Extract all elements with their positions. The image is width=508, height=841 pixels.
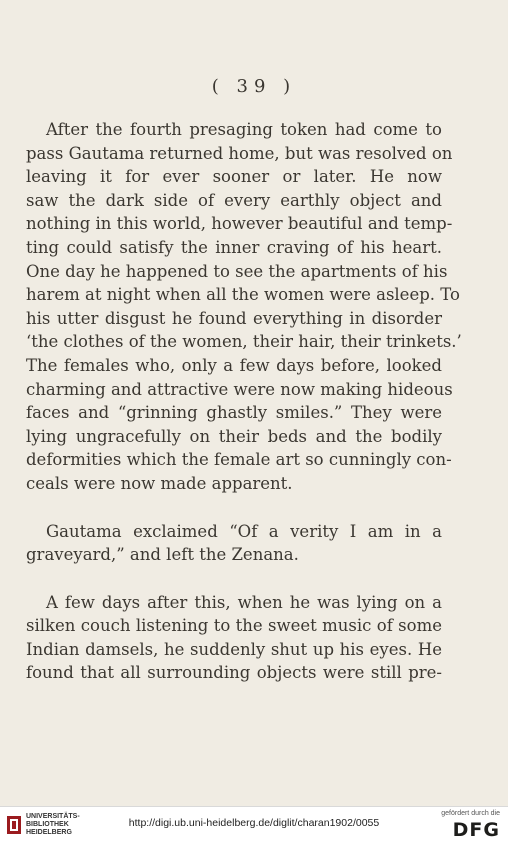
text-line: lying ungracefully on their beds and the bodily [26,426,442,446]
paragraph-1 [26,118,462,496]
text-line: harem at night when all the women were asleep. To [26,285,460,305]
dfg-logo: DFG [452,819,500,841]
text-line: his utter disgust he found everything in disorder [26,308,442,328]
funded-by-label: gefördert durch die [441,810,500,817]
text-line: silken couch listening to the sweet music of some [26,616,442,636]
text-line: charming and attractive were now making hideous [26,379,453,399]
text-line: Indian damsels, he suddenly shut up his eyes. He [26,639,442,659]
text-line: ting could satisfy the inner craving of his heart. [26,237,442,257]
text-line: Gautama exclaimed “Of a verity I am in a [46,521,442,541]
body-text [26,118,462,685]
text-line: deformities which the female art so cunningly con- [26,450,452,470]
paragraph-2 [26,520,442,567]
text-line: One day he happened to see the apartments of his [26,261,448,281]
paragraph-3 [26,591,442,685]
text-line: graveyard,” and left the Zenana. [26,545,299,565]
text-line: ‘the clothes of the women, their hair, their trinkets.’ [26,332,462,352]
text-line: The females who, only a few days before, looked [26,355,442,375]
text-line: nothing in this world, however beautiful and temp- [26,214,453,234]
library-name-line: HEIDELBERG [26,829,72,836]
text-line: ceals were now made apparent. [26,473,293,493]
text-line: pass Gautama returned home, but was resolved on [26,143,453,163]
text-line: faces and “grinning ghastly smiles.” They were [26,403,442,423]
library-name-line: UNIVERSITÄTS- [26,813,80,820]
text-line: leaving it for ever sooner or later. He now [26,167,442,187]
viewer-footer [0,806,508,841]
text-line: found that all surrounding objects were still pre- [26,663,442,683]
text-line: saw the dark side of every earthly object and [26,190,442,210]
permalink-url[interactable]: http://digi.ub.uni-heidelberg.de/diglit/charan1902/0055 [128,817,380,829]
text-line: After the fourth presaging token had come to [46,120,442,139]
page-number: ( 39 ) [211,76,297,97]
text-line: A few days after this, when he was lying on a [46,592,442,612]
library-name-line: BIBLIOTHEK [26,821,69,828]
